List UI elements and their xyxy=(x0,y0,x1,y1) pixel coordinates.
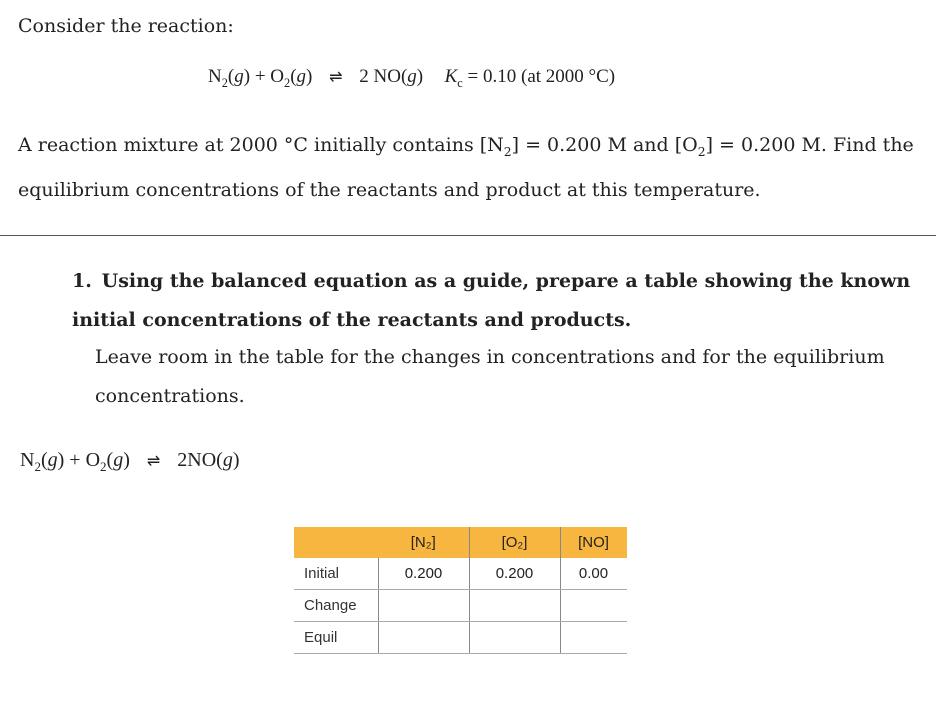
section-divider xyxy=(0,235,936,236)
table-cell: 0.00 xyxy=(560,558,627,590)
table-cell xyxy=(560,590,627,622)
ice-table xyxy=(294,527,627,654)
reaction-equation: $N_2(g) + O_2(g)$ ⇌ 2 NO(g) $K_c = 0.10$ (at 2000 °C) xyxy=(208,66,616,90)
table-cell: 0.200 xyxy=(378,558,469,590)
table-header: [N₂] xyxy=(378,527,469,558)
table-header: [O₂] xyxy=(469,527,560,558)
step-instruction: Leave room in the table for the changes in concentrations and for the equilibrium concentrations. xyxy=(95,346,885,407)
table-cell: 0.200 xyxy=(469,558,560,590)
intro-text: Consider the reaction: xyxy=(18,15,234,37)
row-label: Change xyxy=(294,590,378,622)
table-row xyxy=(294,590,627,622)
step-title: 1. Using the balanced equation as a guide, prepare a table showing the known initial concentrations of the reactants and products. xyxy=(72,270,911,331)
table-cell xyxy=(469,622,560,654)
table-header: [NO] xyxy=(560,527,627,558)
table-header-blank xyxy=(294,527,378,558)
table-cell xyxy=(378,590,469,622)
table-row xyxy=(294,558,627,590)
table-row xyxy=(294,622,627,654)
equilibrium-arrow-icon: ⇌ xyxy=(146,453,161,470)
row-label: Initial xyxy=(294,558,378,590)
row-label: Equil xyxy=(294,622,378,654)
problem-statement: A reaction mixture at 2000 °C initially contains $[N_2] = 0.200$ M and $[O_2] = 0.200$ M. Find the equilibrium concentrations of the reactants and product at this temperature. xyxy=(18,134,914,201)
table-header-row xyxy=(294,527,627,558)
table-cell xyxy=(560,622,627,654)
equilibrium-arrow-icon: ⇌ xyxy=(329,69,343,86)
table-cell xyxy=(378,622,469,654)
table-cell xyxy=(469,590,560,622)
balanced-equation: $N_2(g) + O_2(g)$ ⇌ 2NO(g) xyxy=(20,449,240,474)
